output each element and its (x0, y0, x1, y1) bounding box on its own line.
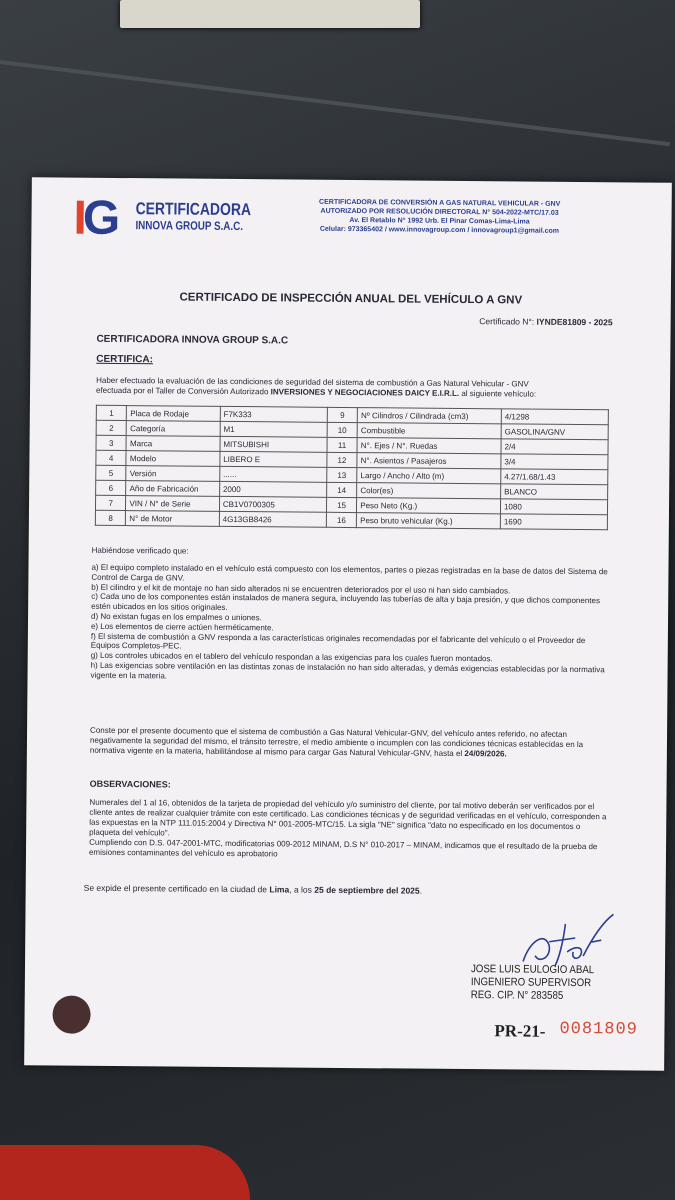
check-item: d) No existan fugas en los empalmes o uniones. (91, 611, 262, 623)
field-value: 4/1298 (501, 409, 608, 425)
row-number: 15 (326, 497, 357, 512)
validity-text: Conste por el presente documento que el sistema de combustión a Gas Natural Vehicular-GNV, del vehículo antes referido, no afectan negativamente la seguridad del mismo, el tránsito terrestre, el medio ambiente o incumplen con las condiciones técnicas establecidas en la normativa vigente en la materia, habilitándose al mismo para cargar Gas Natural Vehicular-GNV, hasta el (89, 725, 584, 759)
header-info (289, 197, 589, 236)
form-serial-number: 0081809 (559, 1019, 638, 1040)
signer-block (471, 963, 603, 1003)
verified-intro: Habiéndose verificado que: (91, 545, 189, 556)
header-info-line: Av. El Retablo N° 1992 Urb. El Pinar Comas-Lima-Lima (349, 216, 530, 226)
check-item: h) Las exigencias sobre ventilación en las distintas zonas de instalación no han sido alteradas, y demás exigencias establecidas por la normativa vigente en la materia. (90, 660, 605, 681)
certificate-number (479, 316, 612, 327)
validity-paragraph (90, 726, 610, 761)
field-label: Versión (126, 466, 220, 482)
header-info-line: CERTIFICADORA DE CONVERSIÓN A GAS NATURAL VEHICULAR - GNV (319, 198, 561, 208)
row-number: 4 (96, 450, 127, 465)
intro-line-2-end: al siguiente vehículo: (461, 388, 537, 399)
check-item: g) Los controles ubicados en el tablero del vehículo respondan a las exigencias para los cuales fueron montados. (90, 650, 493, 664)
check-item: a) El equipo completo instalado en el vehículo está compuesto con los elementos, partes o piezas registradas en la base de datos del Sistema de Control de Carga de GNV. (91, 562, 608, 583)
header-info-line: AUTORIZADO POR RESOLUCIÓN DIRECTORAL N° 504-2022-MTC/17.03 (320, 207, 559, 217)
table-row (95, 510, 607, 529)
row-number: 5 (96, 465, 127, 480)
field-label: Color(es) (357, 483, 501, 499)
logo-line-2: INNOVA GROUP S.A.C. (135, 218, 244, 234)
signer-registration: REG. CIP. N° 283585 (470, 989, 564, 1002)
intro-line-1: Haber efectuado la evaluación de las condiciones de seguridad del sistema de combustión a Gas Natural Vehicular - GNV (96, 375, 529, 389)
field-label: Año de Fabricación (126, 481, 220, 497)
certificate-number-value: IYNDE81809 - 2025 (536, 316, 613, 328)
issued-line (84, 883, 422, 896)
signer-name: JOSE LUIS EULOGIO ABAL (470, 963, 595, 977)
check-item: c) Cada uno de los componentes están instalados de manera segura, incluyendo las tuberías de alta y baja presión, y que dichos componentes estén ubicados en los sitios originales. (91, 592, 601, 613)
field-label: Largo / Ancho / Alto (m) (357, 468, 501, 484)
issued-end: . (419, 885, 423, 896)
row-number: 16 (326, 512, 357, 527)
issued-text: Se expide el presente certificado en la ciudad de (83, 882, 268, 895)
field-label: Marca (126, 436, 220, 452)
row-number: 11 (327, 437, 358, 452)
row-number: 12 (327, 452, 358, 467)
observations-heading: OBSERVACIONES: (89, 778, 171, 790)
checks-list (90, 563, 611, 685)
header-info-line: Celular: 973365402 / www.innovagroup.com / innovagroup1@gmail.com (319, 225, 560, 235)
observations-text (89, 798, 610, 863)
check-item: b) El cilindro y el kit de montaje no han sido alterados ni se encuentren deteriorados por el uso ni han sido cambiados. (91, 582, 511, 596)
check-item: f) El sistema de combustión a GNV responda a las características originales recomendadas por el fabricante del vehículo o el Proveedor de Equipos Completos-PEC. (90, 631, 586, 651)
field-value: LIBERO E (220, 451, 327, 467)
observation-1: Numerales del 1 al 16, obtenidos de la tarjeta de propiedad del vehículo y/o suministro del cliente, por tal motivo deberán ser verificados por el cliente antes de realizar cualquier trámite con este certificado. Las condiciones técnicas y de seguridad verificadas en el vehículo, corresponden a las expuestas en la NTP 111.015:2004 y Directiva N° 001-2005-MTC/15. La sigla "NE" significa "dato no especificado en los documentos o plaqueta del vehículo". (89, 797, 607, 838)
field-label: Peso Neto (Kg.) (357, 498, 501, 514)
field-value: CB1V0700305 (219, 496, 326, 512)
row-number: 2 (96, 420, 127, 435)
field-value: MITSUBISHI (220, 436, 327, 452)
workshop-name: INVERSIONES Y NEGOCIACIONES DAICY E.I.R.L. (270, 387, 460, 398)
intro-line-2: efectuada por el Taller de Conversión Autorizado (95, 385, 269, 397)
field-label: Modelo (126, 451, 220, 467)
field-value: F7K333 (220, 406, 327, 422)
document-title: CERTIFICADO DE INSPECCIÓN ANUAL DEL VEHÍCULO A GNV (179, 291, 523, 307)
desk-edge (0, 60, 670, 146)
seal-dot (52, 995, 90, 1033)
field-value: 2000 (219, 481, 326, 497)
monitor-edge (120, 0, 420, 28)
row-number: 10 (327, 422, 358, 437)
issued-city: Lima (269, 884, 290, 895)
field-value: 2/4 (501, 439, 608, 455)
field-label: N° de Motor (126, 511, 220, 527)
observation-2: Cumpliendo con D.S. 047-2001-MTC, modificatorias 009-2012 MINAM, D.S N° 010-2017 – MINAM, indicamos que el resultado de la prueba de emisiones contaminantes del vehículo es aprobatorio (88, 837, 598, 859)
issued-text-2: , a los (289, 884, 312, 895)
field-value: ...... (220, 466, 327, 482)
field-value: 1690 (500, 514, 607, 530)
company-logo (73, 191, 252, 246)
row-number: 6 (96, 480, 127, 495)
field-label: N°. Asientos / Pasajeros (357, 453, 501, 469)
row-number: 14 (326, 482, 357, 497)
row-number: 8 (95, 510, 126, 525)
field-value: GASOLINA/GNV (501, 424, 608, 440)
row-number: 3 (96, 435, 127, 450)
field-value: 4.27/1.68/1.43 (501, 469, 608, 485)
field-label: N°. Ejes / N°. Ruedas (357, 438, 501, 454)
row-number: 7 (95, 495, 126, 510)
row-number: 1 (96, 405, 127, 420)
field-label: Placa de Rodaje (127, 406, 221, 422)
red-object (0, 1145, 250, 1200)
logo-mark: IG (73, 191, 117, 245)
signer-role: INGENIERO SUPERVISOR (470, 976, 592, 990)
intro-paragraph (96, 376, 606, 400)
field-value: M1 (220, 421, 327, 437)
field-label: VIN / N° de Serie (126, 496, 220, 512)
company-name: CERTIFICADORA INNOVA GROUP S.A.C (96, 333, 289, 347)
field-value: 3/4 (501, 454, 608, 470)
certificate-number-label: Certificado N°: (479, 316, 535, 327)
logo-line-1: CERTIFICADORA (135, 199, 252, 220)
certifica-heading: CERTIFICA: (96, 353, 154, 366)
field-value: 1080 (500, 499, 607, 515)
issued-date: 25 de septiembre del 2025 (314, 884, 420, 896)
field-label: Nº Cilindros / Cilindrada (cm3) (357, 408, 501, 424)
field-label: Peso bruto vehicular (Kg.) (357, 513, 501, 529)
row-number: 9 (327, 407, 358, 422)
form-prefix: PR-21- (494, 1021, 546, 1041)
vehicle-data-table (95, 405, 609, 530)
validity-date: 24/09/2026. (464, 749, 507, 759)
field-label: Combustible (357, 423, 501, 439)
row-number: 13 (327, 467, 358, 482)
check-item: e) Los elementos de cierre actúen herméticamente. (90, 621, 274, 633)
field-label: Categoría (127, 421, 221, 437)
field-value: 4G13GB8426 (219, 511, 326, 527)
certificate-page (24, 177, 672, 1071)
field-value: BLANCO (501, 484, 608, 500)
